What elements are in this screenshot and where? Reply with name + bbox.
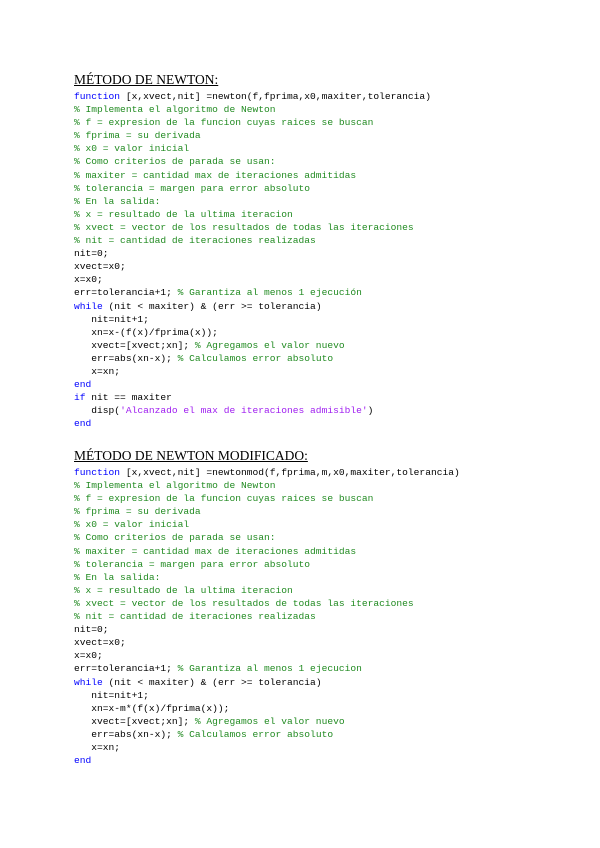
section-heading: MÉTODO DE NEWTON: (74, 72, 219, 87)
code-text: nit == maxiter (85, 392, 172, 404)
code-text: xvect=x0; (74, 261, 126, 273)
code-line (74, 492, 574, 505)
code-line (74, 142, 574, 155)
code-line (74, 479, 574, 492)
code-text: x=x0; (74, 274, 103, 286)
code-comment: % Agregamos el valor nuevo (194, 715, 345, 727)
code-comment: % Garantiza al menos 1 ejecucion (177, 663, 362, 675)
code-line (74, 649, 574, 662)
code-comment: % Agregamos el valor nuevo (194, 339, 345, 351)
code-line (74, 352, 574, 365)
code-keyword: while (74, 300, 103, 312)
code-comment: % maxiter = cantidad max de iteraciones admitidas (74, 169, 357, 181)
code-line (74, 662, 574, 675)
code-line (74, 286, 574, 299)
code-line (74, 545, 574, 558)
code-text: (nit < maxiter) & (err >= tolerancia) (102, 300, 322, 312)
code-line (74, 300, 574, 313)
code-comment: % Implementa el algoritmo de Newton (74, 480, 276, 492)
code-text: x=xn; (74, 741, 121, 753)
code-line (74, 273, 574, 286)
code-text: [x,xvect,nit] =newton(f,fprima,x0,maxiter,tolerancia) (120, 91, 431, 102)
code-line (74, 339, 574, 352)
code-text: xn=x-(f(x)/fprima(x)); (74, 326, 218, 338)
code-text: nit=0; (74, 624, 109, 636)
code-comment: % Garantiza al menos 1 ejecución (177, 287, 362, 299)
code-comment: % tolerancia = margen para error absoluto (74, 558, 311, 570)
code-line (74, 326, 574, 339)
code-comment: % fprima = su derivada (74, 130, 201, 142)
code-line (74, 558, 574, 571)
code-line (74, 182, 574, 195)
code-comment: % Implementa el algoritmo de Newton (74, 104, 276, 116)
code-comment: % xvect = vector de los resultados de todas las iteraciones (74, 597, 414, 609)
code-line (74, 597, 574, 610)
code-line (74, 417, 574, 430)
code-keyword: if (74, 392, 86, 404)
newton-section (74, 70, 574, 430)
code-text: xvect=[xvect;xn]; (74, 715, 195, 727)
code-line (74, 313, 574, 326)
code-text: err=abs(xn-x); (74, 728, 178, 740)
code-keyword: end (74, 379, 92, 391)
code-text: xn=x-m*(f(x)/fprima(x)); (74, 702, 230, 714)
code-comment: % Como criterios de parada se usan: (74, 532, 276, 544)
code-line (74, 623, 574, 636)
code-line (74, 584, 574, 597)
code-line (74, 754, 574, 767)
code-comment: % En la salida: (74, 195, 161, 207)
code-line (74, 518, 574, 531)
code-text: x=xn; (74, 365, 121, 377)
code-line (74, 195, 574, 208)
code-line (74, 636, 574, 649)
code-text: nit=nit+1; (74, 689, 149, 701)
code-comment: % tolerancia = margen para error absoluto (74, 182, 311, 194)
code-line (74, 155, 574, 168)
code-comment: % x0 = valor inicial (74, 143, 190, 155)
code-line (74, 610, 574, 623)
code-keyword: function (74, 91, 121, 102)
code-line (74, 103, 574, 116)
code-comment: % En la salida: (74, 571, 161, 583)
code-line (74, 689, 574, 702)
code-line (74, 90, 574, 103)
code-comment: % fprima = su derivada (74, 506, 201, 518)
code-line (74, 505, 574, 518)
code-comment: % x0 = valor inicial (74, 519, 190, 531)
code-line (74, 169, 574, 182)
code-comment: % xvect = vector de los resultados de todas las iteraciones (74, 221, 414, 233)
code-comment: % f = expresion de la funcion cuyas raices se buscan (74, 493, 374, 505)
newton-modified-section (74, 446, 574, 767)
code-keyword: function (74, 467, 121, 478)
code-text: nit=nit+1; (74, 313, 149, 325)
code-comment: % x = resultado de la ultima iteracion (74, 208, 293, 220)
code-line (74, 365, 574, 378)
code-text: xvect=x0; (74, 637, 126, 649)
code-comment: % Calculamos error absoluto (177, 728, 334, 740)
section-heading: MÉTODO DE NEWTON MODIFICADO: (74, 448, 308, 463)
code-line (74, 378, 574, 391)
code-line (74, 531, 574, 544)
code-keyword: end (74, 418, 92, 430)
code-comment: % Calculamos error absoluto (177, 352, 334, 364)
code-comment: % Como criterios de parada se usan: (74, 156, 276, 168)
code-line (74, 234, 574, 247)
code-comment: % maxiter = cantidad max de iteraciones admitidas (74, 545, 357, 557)
code-text: [x,xvect,nit] =newtonmod(f,fprima,m,x0,maxiter,tolerancia) (120, 467, 460, 478)
code-text: x=x0; (74, 650, 103, 662)
code-line (74, 221, 574, 234)
code-text: (nit < maxiter) & (err >= tolerancia) (102, 676, 322, 688)
code-line (74, 129, 574, 142)
code-keyword: end (74, 755, 92, 767)
code-line (74, 208, 574, 221)
code-keyword: while (74, 676, 103, 688)
code-line (74, 702, 574, 715)
code-line (74, 741, 574, 754)
code-comment: % f = expresion de la funcion cuyas raices se buscan (74, 117, 374, 129)
code-text: err=tolerancia+1; (74, 287, 178, 299)
code-text: err=tolerancia+1; (74, 663, 178, 675)
code-line (74, 571, 574, 584)
code-line (74, 404, 574, 417)
code-string: 'Alcanzado el max de iteraciones admisible' (120, 405, 368, 417)
code-text: nit=0; (74, 248, 109, 260)
code-line (74, 116, 574, 129)
code-line (74, 715, 574, 728)
code-comment: % x = resultado de la ultima iteracion (74, 584, 293, 596)
code-block (74, 90, 574, 430)
code-line (74, 247, 574, 260)
code-line (74, 391, 574, 404)
code-text: ) (367, 405, 374, 417)
code-comment: % nit = cantidad de iteraciones realizadas (74, 611, 316, 623)
code-block (74, 466, 574, 767)
code-text: xvect=[xvect;xn]; (74, 339, 195, 351)
code-line (74, 676, 574, 689)
code-line (74, 260, 574, 273)
code-line (74, 728, 574, 741)
code-text: disp( (74, 405, 121, 417)
code-comment: % nit = cantidad de iteraciones realizadas (74, 235, 316, 247)
code-text: err=abs(xn-x); (74, 352, 178, 364)
code-line (74, 466, 574, 479)
